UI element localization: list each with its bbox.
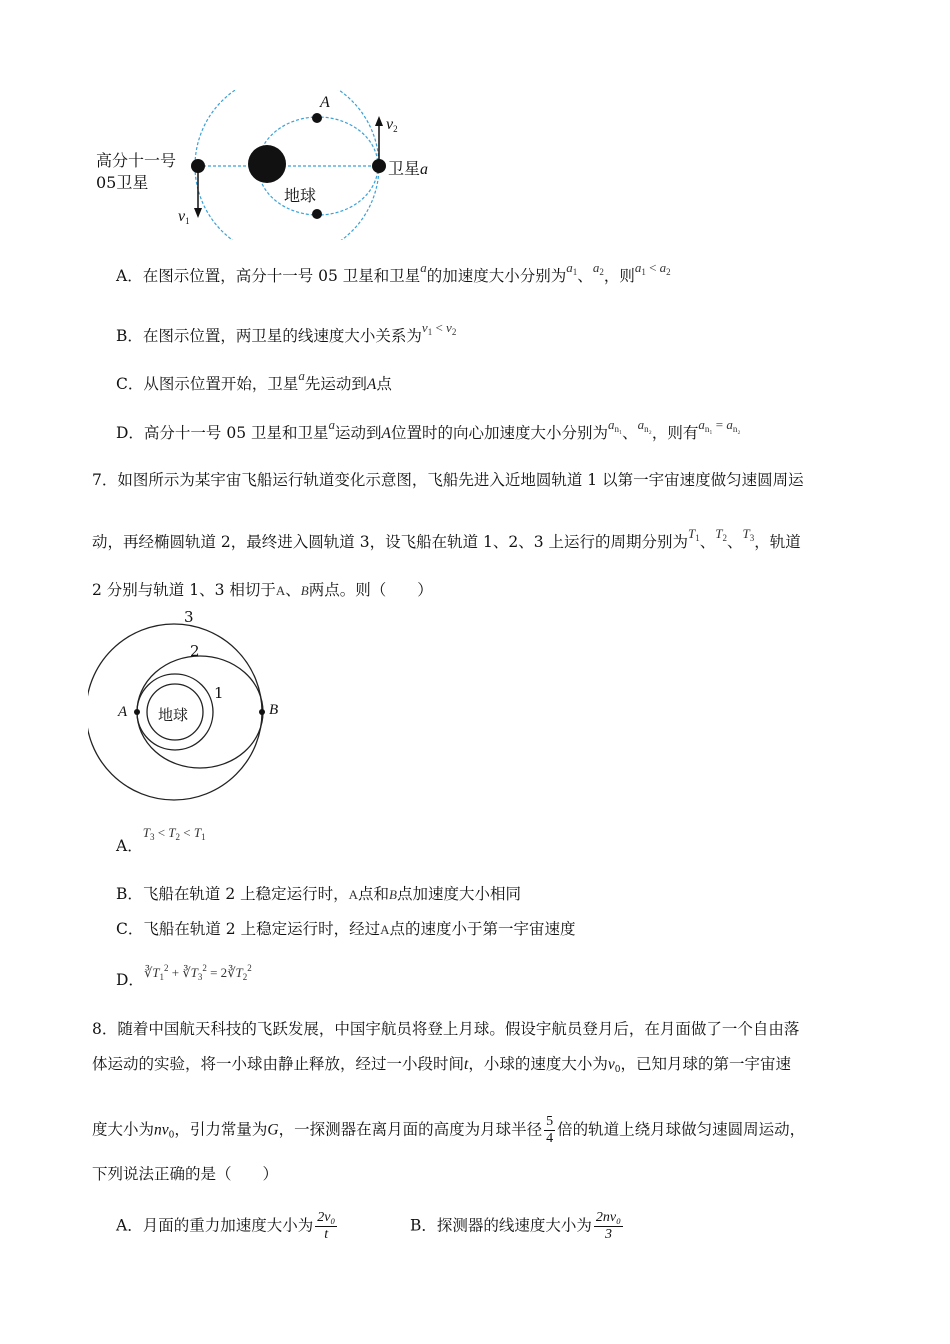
earth-label: 地球	[158, 706, 189, 724]
satellite-a-label: 卫星a	[388, 159, 429, 178]
q8-stem-line2: 体运动的实验，将一小球由静止释放，经过一小段时间t，小球的速度大小为$v_0$，已知月球的第一宇宙速	[92, 1055, 791, 1075]
gaofen-label-line1: 高分十一号	[96, 151, 177, 170]
point-A-label: A	[320, 94, 330, 111]
gaofen-circular-orbit	[195, 90, 379, 240]
q8-option-A: A．月面的重力加速度大小为 $\frac{\text{2v₀}}{t}$	[116, 1210, 336, 1242]
point-B-dot	[259, 709, 265, 715]
point-A-label: A	[118, 704, 128, 720]
earth-body	[248, 145, 286, 183]
q6-option-B: B．在图示位置，两卫星的线速度大小关系为$^{v_1 < v_2}$	[116, 320, 457, 345]
q7-option-A: A．$^{T_3 < T_2 < T_1}$	[116, 825, 206, 855]
figure-satellite-orbits	[90, 90, 450, 240]
lower-point-dot	[312, 209, 322, 219]
orbit-3-label: 3	[184, 608, 194, 626]
q7-option-D: D．$^{∛T_1^2 + ∛T_3^2 = 2∛T_2^2}$	[116, 963, 252, 989]
figure-spacecraft-orbits	[88, 606, 288, 816]
orbit-2-ellipse	[137, 656, 263, 768]
orbit-2-label: 2	[190, 642, 200, 660]
q8-option-B: B．探测器的线速度大小为 $\frac{\text{2nv₀}}{3}$	[410, 1210, 621, 1242]
q6-option-A: A．在图示位置，高分十一号 05 卫星和卫星$^a$的加速度大小分别为$^{a_1}$、$^{a_2}$，则$^{a_1 < a_2}$	[116, 260, 671, 285]
gaofen-label-line2: 05卫星	[96, 173, 149, 192]
q6-option-D: D．高分十一号 05 卫星和卫星$^a$运动到A位置时的向心加速度大小分别为$^{a_{n_1}}$、$^{a_{n_2}}$，则有$^{a_{n_1} = a_{n_2}}$	[116, 417, 741, 442]
v1-label: $v_1$	[178, 208, 190, 226]
q8-stem-line3: 度大小为$nv_0$，引力常量为G，一探测器在离月面的高度为月球半径 $\frac{5}{4}$ 倍的轨道上绕月球做匀速圆周运动，	[92, 1114, 806, 1146]
q8-stem-line1: 8．随着中国航天科技的飞跃发展，中国宇航员将登上月球。假设宇航员登月后，在月面做了一个自由落	[92, 1020, 800, 1038]
q6-option-C: C．从图示位置开始，卫星$^a$先运动到A点	[116, 368, 392, 393]
v1-arrowhead-icon	[194, 208, 202, 218]
q7-option-C: C．飞船在轨道 2 上稳定运行时，经过A点的速度小于第一宇宙速度	[116, 920, 576, 938]
q7-stem-line3: 2 分别与轨道 1、3 相切于A、B两点。则（ ）	[92, 581, 433, 599]
point-B-label: B	[269, 702, 279, 718]
earth-label: 地球	[284, 186, 317, 205]
q7-stem-line2: 动，再经椭圆轨道 2，最终进入圆轨道 3，设飞船在轨道 1、2、3 上运行的周期分别为$^{T_1}$、$^{T_2}$、$^{T_3}$，轨道	[92, 526, 801, 551]
point-A-dot	[134, 709, 140, 715]
v2-arrowhead-icon	[375, 116, 383, 126]
orbit-1-label: 1	[214, 684, 224, 702]
v2-label: $v_2$	[386, 116, 398, 134]
q7-option-B: B．飞船在轨道 2 上稳定运行时，A点和B点加速度大小相同	[116, 885, 521, 903]
q8-stem-line4: 下列说法正确的是（ ）	[92, 1165, 279, 1183]
point-A-dot	[312, 113, 322, 123]
q7-stem-line1: 7．如图所示为某宇宙飞船运行轨道变化示意图，飞船先进入近地圆轨道 1 以第一宇宙速度做匀速圆周运	[92, 471, 804, 489]
